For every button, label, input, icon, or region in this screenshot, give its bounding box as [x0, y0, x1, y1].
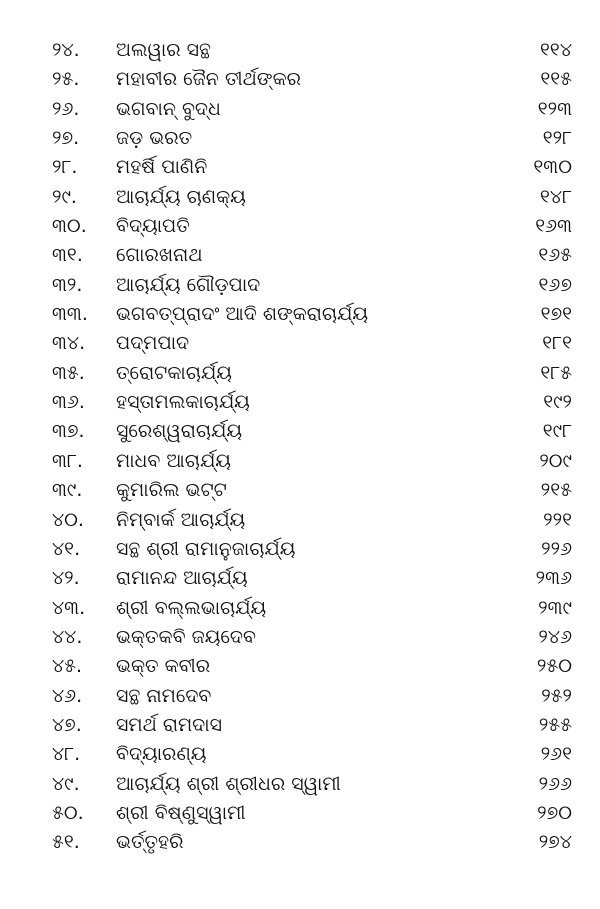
entry-number: ୫୧. — [52, 831, 80, 854]
toc-entry — [0, 682, 600, 711]
entry-page-number: ୨୧୫ — [540, 479, 572, 502]
toc-entry — [0, 447, 600, 476]
entry-title: ସମର୍ଥ ରାମଦାସ — [116, 713, 222, 736]
entry-title: ସନ୍ଥ ନାମଦେବ — [116, 684, 212, 707]
toc-entry — [0, 212, 600, 241]
entry-title: ସୁରେଶ୍ୱରାଚାର୍ଯ୍ୟ — [116, 420, 243, 443]
entry-page-number: ୨୫୨ — [541, 684, 572, 707]
toc-entry — [0, 740, 600, 769]
entry-title: ଭକ୍ତକବି ଜୟଦେବ — [116, 625, 256, 648]
entry-title: ଗୋରଖନାଥ — [116, 244, 203, 267]
entry-title: ଆଚାର୍ଯ୍ୟ ଚାଣକ୍ୟ — [116, 185, 246, 208]
entry-title: ଶ୍ରୀ ବଲ୍ଲଭାଚାର୍ଯ୍ୟ — [116, 596, 267, 619]
toc-entry — [0, 417, 600, 446]
entry-number: ୨୭. — [52, 127, 80, 150]
entry-title: ତ୍ରୋଟକାଚାର୍ଯ୍ୟ — [116, 361, 232, 384]
entry-page-number: ୨୫୫ — [538, 713, 572, 736]
entry-number: ୩୨. — [52, 273, 83, 296]
entry-page-number: ୨୬୧ — [540, 743, 572, 766]
entry-number: ୨୪. — [52, 39, 80, 61]
entry-page-number: ୧୯୮ — [542, 420, 572, 443]
toc-entry — [0, 95, 600, 124]
entry-page-number: ୧୨୩ — [537, 97, 572, 120]
entry-number: ୪୩. — [52, 596, 86, 619]
entry-number: ୩୭. — [52, 420, 85, 443]
toc-entry — [0, 623, 600, 652]
entry-page-number: ୧୬୫ — [538, 244, 572, 267]
entry-title: ବିଦ୍ୟାପତି — [116, 215, 190, 238]
entry-page-number: ୧୩୦ — [533, 156, 572, 179]
entry-page-number: ୧୬୩ — [535, 215, 572, 238]
entry-title: ରାମାନନ୍ଦ ଆଚାର୍ଯ୍ୟ — [116, 567, 248, 590]
entry-number: ୪୫. — [52, 655, 83, 678]
toc-entry — [0, 183, 600, 212]
entry-title: ସନ୍ଥ ଶ୍ରୀ ରାମାନୁଜାଚାର୍ଯ୍ୟ — [116, 537, 296, 560]
entry-number: ୩୪. — [52, 332, 86, 355]
entry-page-number: ୧୮୫ — [540, 361, 572, 384]
entry-title: ଭର୍ତ୍ତୃହରି — [116, 831, 184, 854]
entry-page-number: ୧୬୭ — [538, 273, 572, 296]
toc-entry — [0, 711, 600, 740]
toc-entry — [0, 241, 600, 270]
toc-entry — [0, 124, 600, 153]
entry-number: ୩୦. — [52, 215, 87, 238]
entry-page-number: ୨୭୦ — [537, 801, 572, 824]
entry-page-number: ୨୨୧ — [543, 508, 572, 531]
entry-page-number: ୨୫୦ — [536, 655, 572, 678]
entry-page-number: ୨୩୬ — [535, 567, 572, 590]
entry-title: ନିମ୍ବାର୍କ ଆଚାର୍ଯ୍ୟ — [116, 508, 246, 531]
table-of-contents — [0, 36, 600, 858]
entry-title: ମହର୍ଷି ପାଣିନି — [116, 156, 208, 179]
entry-page-number: ୧୪୮ — [540, 185, 572, 208]
entry-title: ଅଲୱାର ସନ୍ଥ — [116, 39, 211, 61]
entry-title: ହସ୍ତାମଲକାଚାର୍ଯ୍ୟ — [116, 391, 250, 414]
entry-number: ୩୫. — [52, 361, 85, 384]
toc-entry — [0, 329, 600, 358]
entry-number: ୪୪. — [52, 625, 83, 648]
entry-title: ମାଧବ ଆଚାର୍ଯ୍ୟ — [116, 449, 231, 472]
entry-number: ୨୯. — [52, 185, 77, 208]
entry-number: ୨୮. — [52, 156, 78, 179]
toc-entry — [0, 564, 600, 593]
toc-entry — [0, 388, 600, 417]
entry-number: ୪୦. — [52, 508, 84, 531]
entry-page-number: ୧୧୫ — [540, 68, 572, 91]
toc-entry — [0, 271, 600, 300]
entry-number: ୪୨. — [52, 567, 80, 590]
entry-page-number: ୧୧୪ — [540, 39, 572, 61]
entry-title: କୁମାରିଲ ଭଟ୍ଟ — [116, 479, 227, 502]
entry-number: ୪୬. — [52, 684, 83, 707]
toc-entry — [0, 770, 600, 799]
toc-entry — [0, 359, 600, 388]
entry-number: ୩୬. — [52, 391, 85, 414]
entry-title: ଆଚାର୍ଯ୍ୟ ଗୌଡ଼ପାଦ — [116, 273, 261, 296]
entry-title: ପଦ୍ମପାଦ — [116, 332, 190, 355]
entry-page-number: ୨୬୬ — [538, 772, 572, 795]
entry-number: ୩୩. — [52, 303, 88, 326]
toc-entry — [0, 476, 600, 505]
entry-number: ୪୯. — [52, 772, 80, 795]
entry-number: ୪୧. — [52, 537, 81, 560]
entry-title: ଭକ୍ତ କବୀର — [116, 655, 211, 678]
entry-page-number: ୨୦୯ — [539, 449, 572, 472]
toc-entry — [0, 828, 600, 857]
entry-title: ଭଗବାନ୍ ବୁଦ୍ଧ — [116, 97, 221, 120]
entry-title: ଶ୍ରୀ ବିଷ୍ଣୁସ୍ୱାମୀ — [116, 801, 246, 824]
entry-page-number: ୨୩୯ — [538, 596, 572, 619]
entry-page-number: ୨୭୪ — [538, 831, 572, 854]
toc-entry — [0, 36, 600, 65]
toc-entry — [0, 652, 600, 681]
entry-number: ୫୦. — [52, 801, 84, 824]
entry-page-number: ୧୭୧ — [540, 303, 572, 326]
toc-entry — [0, 506, 600, 535]
toc-entry — [0, 65, 600, 94]
entry-number: ୪୭. — [52, 713, 82, 736]
entry-title: ଆଚାର୍ଯ୍ୟ ଶ୍ରୀ ଶ୍ରୀଧର ସ୍ୱାମୀ — [116, 772, 341, 795]
toc-entry — [0, 799, 600, 828]
entry-title: ଜଡ଼ ଭରତ — [116, 127, 193, 150]
entry-page-number: ୨୪୬ — [538, 625, 572, 648]
toc-entry — [0, 594, 600, 623]
toc-entry — [0, 535, 600, 564]
entry-number: ୩୧. — [52, 244, 83, 267]
entry-page-number: ୧୯୨ — [543, 391, 572, 414]
entry-number: ୩୯. — [52, 479, 83, 502]
entry-page-number: ୧୨୮ — [542, 127, 572, 150]
entry-title: ବିଦ୍ୟାରଣ୍ୟ — [116, 743, 207, 766]
entry-number: ୨୬. — [52, 97, 80, 120]
entry-title: ମହାବୀର ଜୈନ ତୀର୍ଥଙ୍କର — [116, 68, 302, 91]
entry-page-number: ୨୨୬ — [541, 537, 572, 560]
entry-number: ୨୫. — [52, 68, 80, 91]
entry-number: ୩୮. — [52, 449, 83, 472]
entry-title: ଭଗବତ୍‌ପ୍ରାଦଂ ଆଦି ଶଙ୍କରାଚାର୍ଯ୍ୟ — [116, 303, 369, 326]
entry-number: ୪୮. — [52, 743, 81, 766]
toc-entry — [0, 300, 600, 329]
entry-page-number: ୧୮୧ — [542, 332, 572, 355]
toc-entry — [0, 153, 600, 182]
